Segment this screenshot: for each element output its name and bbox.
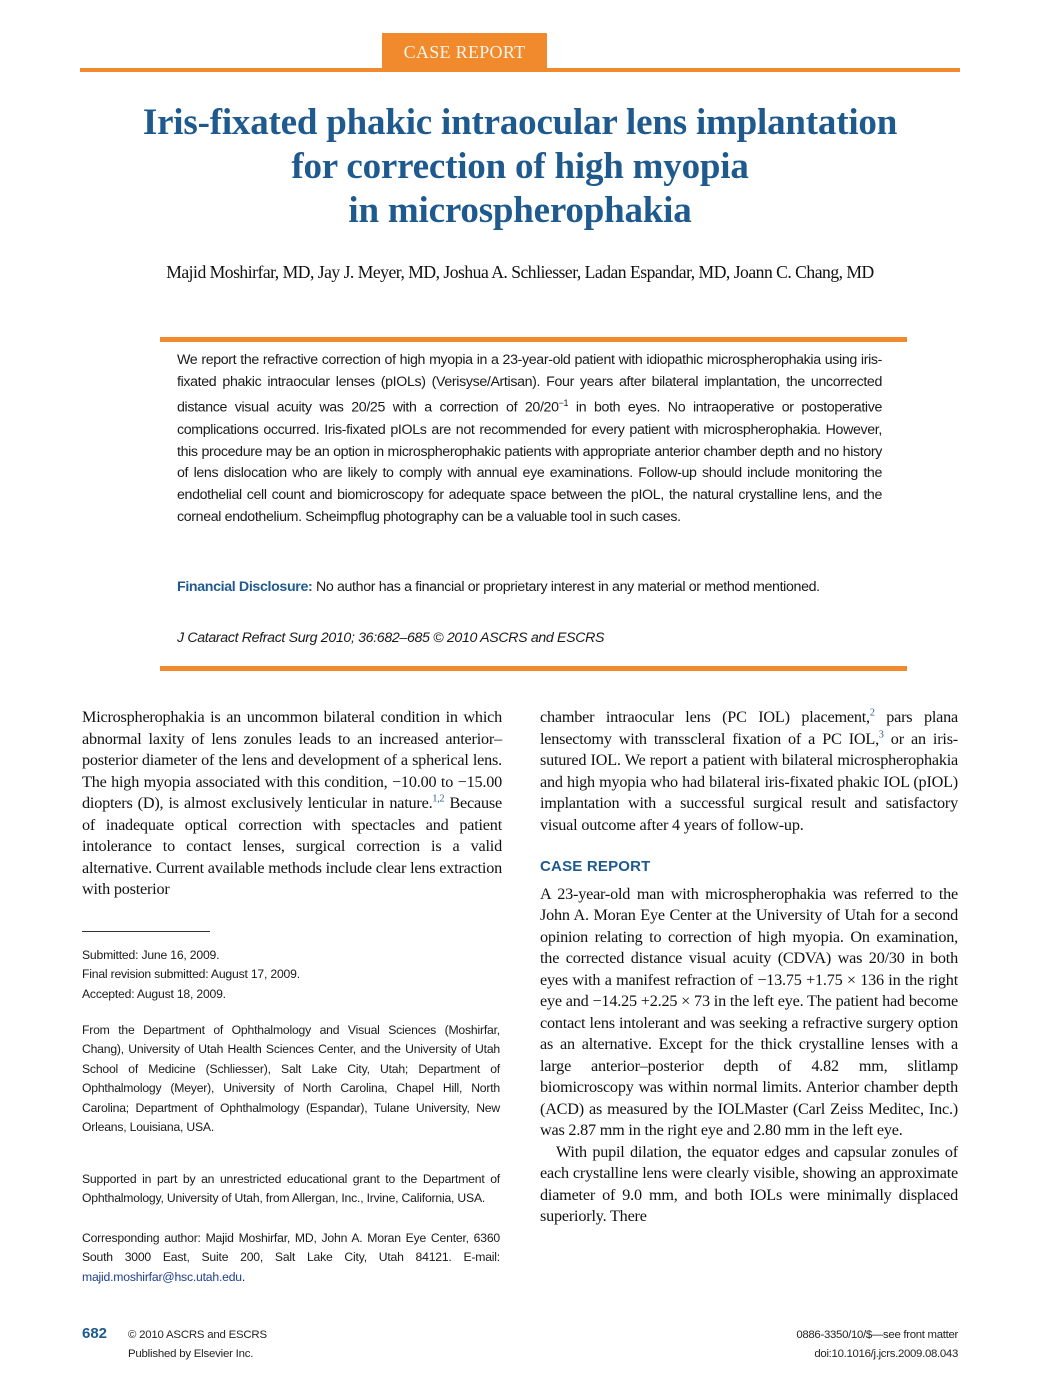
publisher: Published by Elsevier Inc.	[128, 1348, 254, 1360]
intro-continued-paragraph	[540, 707, 958, 836]
corresponding-text: Corresponding author: Majid Moshirfar, MD, John A. Moran Eye Center, 6360 South 3000 East, Suite 200, Salt Lake City, Utah 84121. E-mail:	[82, 1231, 500, 1265]
section-tab: CASE REPORT	[382, 33, 547, 72]
date-accepted: Accepted: August 18, 2009.	[82, 986, 226, 1001]
case-paragraph-1: A 23-year-old man with microspherophakia was referred to the John A. Moran Eye Center at the University of Utah for a second opinion relating to correction of high myopia. On examination, the corrected distance visual acuity (CDVA) was 20/30 in both eyes with a manifest refraction of −13.75 +1.75 × 136 in the right eye and −14.25 +2.25 × 73 in the left eye. The patient had become contact lens intolerant and was seeking a refractive surgery option as an alternative. Except for the thick crystalline lenses with a large anterior–posterior depth of 4.82 mm, slitlamp biomicroscopy was within normal limits. Anterior chamber depth (ACD) as measured by the IOLMaster (Carl Zeiss Meditec, Inc.) was 2.87 mm in the right eye and 2.80 mm in the left eye.	[540, 884, 958, 1139]
footer-left	[128, 1326, 267, 1364]
submission-dates	[82, 946, 500, 1004]
body-column-left	[82, 707, 502, 901]
intro-cont-text-a: chamber intraocular lens (PC IOL) placement,	[540, 708, 870, 726]
body-column-right	[540, 707, 958, 1228]
title-line-3: in microspherophakia	[348, 190, 692, 231]
abstract	[177, 350, 882, 528]
reference-link[interactable]: 3	[878, 729, 884, 741]
financial-disclosure-label: Financial Disclosure:	[177, 579, 313, 595]
intro-text-b: Because of inadequate optical correction with spectacles and patient intolerance to contact lenses, surgical correction is a valid alternative. Current available methods include clear lens extraction with posterior	[82, 794, 502, 898]
case-report-heading: CASE REPORT	[540, 858, 651, 875]
support-note: Supported in part by an unrestricted educational grant to the Department of Ophthalmology, University of Utah, from Allergan, Inc., Irvine, California, USA.	[82, 1172, 500, 1206]
intro-paragraph	[82, 707, 502, 901]
financial-disclosure	[177, 577, 882, 599]
date-submitted: Submitted: June 16, 2009.	[82, 948, 220, 962]
author-list: Majid Moshirfar, MD, Jay J. Meyer, MD, Joshua A. Schliesser, Ladan Espandar, MD, Joann C. Chang, MD	[166, 262, 874, 282]
intro-cont-text-c: or an iris-sutured IOL. We report a patient with bilateral microspherophakia and high myopia who had bilateral iris-fixated phakic IOL (pIOL) implantation with a successful surgical result and satisfactory visual outcome after 4 years of follow-up.	[540, 729, 958, 834]
email-link[interactable]: majid.moshirfar@hsc.utah.edu	[82, 1269, 242, 1284]
abstract-text-1: We report the refractive correction of high myopia in a 23-year-old patient with idiopathic microspherophakia using iris-fixated phakic intraocular lenses (pIOLs) (Verisyse/Artisan). Four years after bilateral implantation, the uncorrected distance visual acuity was 20/25 with a correction of 20/20	[177, 352, 882, 417]
affiliation-note: From the Department of Ophthalmology and Visual Sciences (Moshirfar, Chang), University of Utah Health Sciences Center, and the University of Utah School of Medicine (Schliesser), Salt Lake City, Utah; Department of Ophthalmology (Meyer), University of North Carolina, Chapel Hill, North Carolina; Department of Ophthalmology (Espandar), Tulane University, New Orleans, Louisiana, USA.	[82, 1023, 500, 1135]
article-title	[80, 101, 960, 233]
footer-right	[700, 1326, 958, 1364]
issn: 0886-3350/10/$—see front matter	[796, 1329, 958, 1341]
doi-link[interactable]: doi:10.1016/j.jcrs.2009.08.043	[814, 1348, 958, 1360]
title-line-1: Iris-fixated phakic intraocular lens implantation	[142, 102, 898, 143]
page-number: 682	[82, 1325, 108, 1342]
corresponding-author-note	[82, 1229, 500, 1287]
intro-cont-text-b: pars plana lensectomy with transscleral fixation of a PC IOL,	[540, 708, 958, 748]
reference-link[interactable]: 1,2	[432, 793, 445, 805]
email-end: .	[241, 1269, 246, 1284]
case-paragraph-2: With pupil dilation, the equator edges and capsular zonules of each crystalline lens were clearly visible, showing an approximate diameter of 9.0 mm, and both IOLs were minimally displaced superiorly. There	[540, 1142, 958, 1225]
financial-disclosure-text: No author has a financial or proprietary interest in any material or method mentioned.	[312, 579, 820, 595]
journal-citation: J Cataract Refract Surg 2010; 36:682–685 © 2010 ASCRS and ESCRS	[177, 630, 605, 646]
copyright: © 2010 ASCRS and ESCRS	[128, 1329, 267, 1341]
abstract-top-rule	[160, 337, 907, 342]
date-revised: Final revision submitted: August 17, 2009.	[82, 967, 300, 982]
intro-text-a: Microspherophakia is an uncommon bilateral condition in which abnormal laxity of lens zonules leads to an increased anterior–posterior diameter of the lens and development of a spherical lens. The high myopia associated with this condition, −10.00 to −15.00 diopters (D), is almost exclusively lenticular in nature.	[82, 708, 502, 812]
abstract-superscript: −1	[558, 398, 569, 409]
footnote-rule	[82, 931, 210, 932]
abstract-text-2: in both eyes. No intraoperative or postoperative complications occurred. Iris-fixated pIOLs are not recommended for every patient with microspherophakia. However, this procedure may be an option in microspherophakic patients with appropriate anterior chamber depth and no history of lens dislocation who are likely to comply with annual eye examinations. Follow-up should include monitoring the endothelial cell count and biomicroscopy for adequate space between the pIOL, the natural crystalline lens, and the corneal endothelium. Scheimpflug photography can be a valuable tool in such cases.	[177, 400, 882, 525]
title-line-2: for correction of high myopia	[291, 146, 749, 187]
reference-link[interactable]: 2	[869, 707, 875, 719]
abstract-bottom-rule	[160, 666, 907, 671]
